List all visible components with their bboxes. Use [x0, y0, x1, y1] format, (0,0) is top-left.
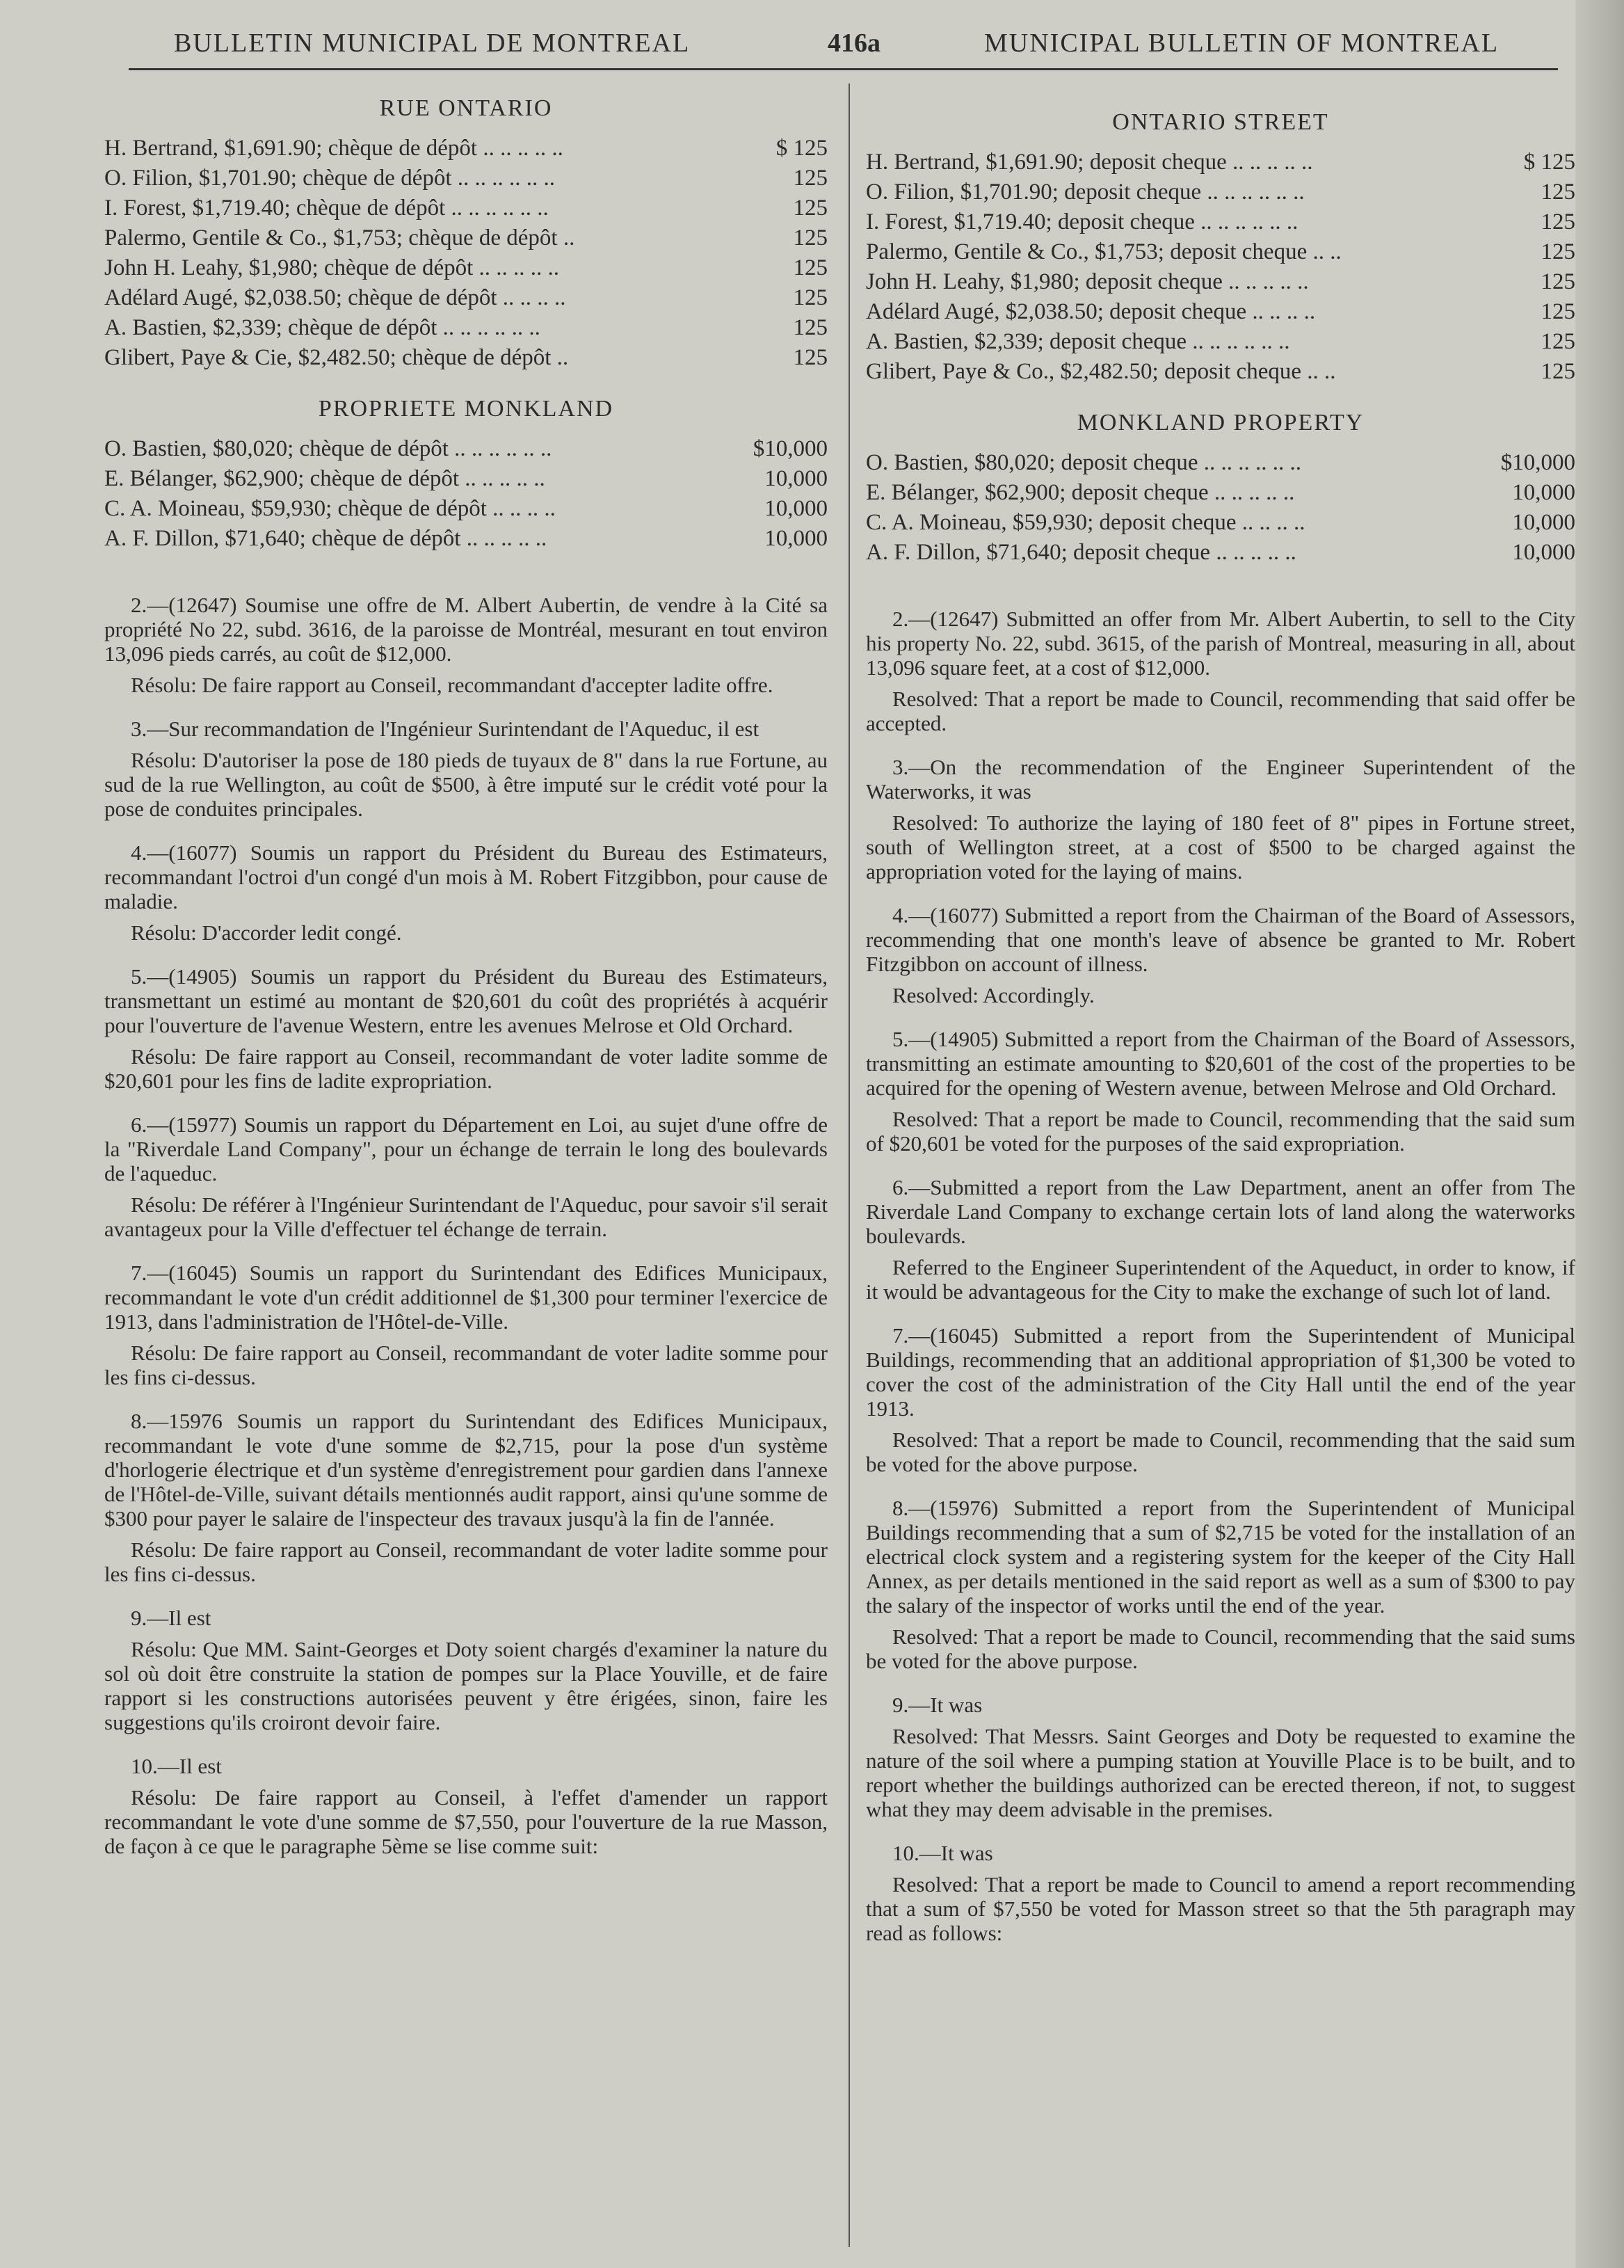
resolution: Resolved: To authorize the laying of 180 feet of 8" pipes in Fortune street, south of Wellington street, at a cost of $500 to be charged against the appropriation voted for the laying of mains.: [866, 810, 1575, 884]
resolution: Resolved: Accordingly.: [892, 983, 1095, 1007]
deposit-amount: 10,000: [764, 496, 828, 521]
minute-item: 7.—(16045) Submitted a report from the Superintendent of Municipal Buildings, recommending that an additional appropriation of $1,300 be voted to cover the cost of the administration of the City Hall until the end of the year 1913.: [866, 1323, 1575, 1421]
french-ontario-list: [104, 131, 828, 370]
deposit-name: A. F. Dillon, $71,640; deposit cheque .. .. .. .. ..: [866, 540, 1296, 565]
page-header: [0, 21, 1579, 70]
deposit-name: Palermo, Gentile & Co., $1,753; deposit cheque .. ..: [866, 239, 1342, 264]
resolution: Résolu: De faire rapport au Conseil, recommandant de voter ladite somme pour les fins ci-dessus.: [104, 1341, 828, 1389]
minute-item: 4.—(16077) Soumis un rapport du Président du Bureau des Estimateurs, recommandant l'octroi d'un congé d'un mois à M. Robert Fitzgibbon, pour cause de maladie.: [104, 840, 828, 913]
deposit-amount: 125: [793, 345, 828, 370]
deposit-row: [104, 280, 828, 310]
resolution: Résolu: D'accorder ledit congé.: [131, 920, 402, 945]
resolution: Résolu: Que MM. Saint-Georges et Doty soient chargés d'examiner la nature du sol où doit être construite la station de pompes sur la Place Youville, et de faire rapport si les constructions autorisées peuvent y être érigées, sinon, faire les suggestions qu'ils croiront devoir faire.: [104, 1637, 828, 1734]
deposit-name: C. A. Moineau, $59,930; deposit cheque .. .. .. ..: [866, 510, 1305, 535]
deposit-name: Adélard Augé, $2,038.50; chèque de dépôt .. .. .. ..: [104, 285, 566, 310]
deposit-amount: 10,000: [764, 526, 828, 551]
deposit-row: [104, 191, 828, 221]
deposit-amount: 125: [793, 285, 828, 310]
deposit-name: O. Bastien, $80,020; chèque de dépôt .. .. .. .. .. ..: [104, 436, 552, 461]
minute-item: 8.—15976 Soumis un rapport du Surintendant des Edifices Municipaux, recommandant le vote d'une somme de $2,715, pour la pose d'un système d'horlogerie électrique et d'un système d'enregistrement pour gardien dans l'annexe de l'Hôtel-de-Ville, suivant détails mentionnés audit rapport, ainsi qu'une somme de $300 pour payer le salaire de l'inspecteur des travaux jusqu'à la fin de l'année.: [104, 1409, 828, 1531]
deposit-amount: 125: [1541, 329, 1575, 354]
english-section2-title: MONKLAND PROPERTY: [1077, 410, 1365, 436]
deposit-name: C. A. Moineau, $59,930; chèque de dépôt .. .. .. ..: [104, 496, 556, 521]
deposit-name: E. Bélanger, $62,900; deposit cheque .. .. .. .. ..: [866, 480, 1295, 505]
deposit-name: A. Bastien, $2,339; deposit cheque .. .. .. .. .. ..: [866, 329, 1290, 354]
minute-item: 4.—(16077) Submitted a report from the Chairman of the Board of Assessors, recommending that one month's leave of absence be granted to Mr. Robert Fitzgibbon on account of illness.: [866, 903, 1575, 976]
deposit-row: [866, 205, 1575, 234]
deposit-name: Palermo, Gentile & Co., $1,753; chèque de dépôt ..: [104, 225, 575, 250]
header-right-title: MUNICIPAL BULLETIN OF MONTREAL: [984, 29, 1500, 58]
deposit-row: [104, 521, 828, 551]
minute-item: 8.—(15976) Submitted a report from the Superintendent of Municipal Buildings recommending that a sum of $2,715 be voted for the installation of an electrical clock system and a registering system for the keeper of the City Hall Annex, as per details mentioned in the said report as well as a sum of $300 to pay the salary of the inspector of works until the end of the year.: [866, 1496, 1575, 1618]
deposit-row: [104, 461, 828, 491]
deposit-row: [866, 445, 1575, 475]
deposit-row: [104, 221, 828, 250]
deposit-name: O. Bastien, $80,020; deposit cheque .. .. .. .. .. ..: [866, 450, 1302, 475]
deposit-name: H. Bertrand, $1,691.90; deposit cheque .. .. .. .. ..: [866, 150, 1313, 175]
deposit-name: John H. Leahy, $1,980; deposit cheque .. .. .. .. ..: [866, 269, 1309, 294]
resolution: Resolved: That a report be made to Council, recommending that the said sum of $20,601 be voted for the purposes of the said expropriation.: [866, 1107, 1575, 1156]
resolution: Resolved: That Messrs. Saint Georges and Doty be requested to examine the nature of the soil where a pumping station at Youville Place is to be built, and to report whether the buildings authorized can be erected thereon, if not, to suggest what they may deem advisable in the premises.: [866, 1724, 1575, 1821]
deposit-amount: 125: [1541, 179, 1575, 205]
resolution: Résolu: De faire rapport au Conseil, à l'effet d'amender un rapport recommandant le vote d'une somme de $7,550, pour l'ouverture de la rue Masson, de façon à ce que le paragraphe 5ème se lise comme suit:: [104, 1785, 828, 1858]
deposit-amount: 125: [1541, 239, 1575, 264]
header-left-title: BULLETIN MUNICIPAL DE MONTREAL: [174, 29, 691, 58]
deposit-amount: 10,000: [1512, 510, 1575, 535]
page-number: 416a: [828, 29, 881, 58]
header-rule: [129, 68, 1558, 70]
deposit-row: [104, 431, 828, 461]
minute-item: 10.—It was: [892, 1841, 993, 1865]
deposit-name: O. Filion, $1,701.90; chèque de dépôt .. .. .. .. .. ..: [104, 166, 556, 191]
english-section1-title: ONTARIO STREET: [1112, 109, 1329, 135]
deposit-name: I. Forest, $1,719.40; chèque de dépôt .. .. .. .. .. ..: [104, 195, 549, 221]
deposit-row: [866, 324, 1575, 354]
resolution: Résolu: De référer à l'Ingénieur Surintendant de l'Aqueduc, pour savoir s'il serait avantageux pour la Ville d'effectuer tel échange de terrain.: [104, 1192, 828, 1241]
deposit-amount: $ 125: [775, 136, 828, 161]
resolution: Résolu: De faire rapport au Conseil, recommandant d'accepter ladite offre.: [131, 673, 773, 697]
english-items: [866, 607, 1575, 1945]
deposit-row: [104, 131, 828, 161]
deposit-row: [866, 175, 1575, 205]
deposit-name: A. F. Dillon, $71,640; chèque de dépôt .. .. .. .. ..: [104, 526, 547, 551]
deposit-amount: 125: [793, 225, 828, 250]
french-section1-title: RUE ONTARIO: [379, 95, 553, 121]
deposit-row: [866, 234, 1575, 264]
english-column: [866, 103, 1575, 1965]
deposit-amount: 125: [793, 195, 828, 221]
deposit-amount: 125: [1541, 359, 1575, 384]
deposit-name: Glibert, Paye & Cie, $2,482.50; chèque de dépôt ..: [104, 345, 569, 370]
deposit-name: Adélard Augé, $2,038.50; deposit cheque .. .. .. ..: [866, 299, 1316, 324]
deposit-row: [104, 161, 828, 191]
resolution: Resolved: That a report be made to Council, recommending that said offer be accepted.: [866, 687, 1575, 735]
deposit-name: E. Bélanger, $62,900; chèque de dépôt .. .. .. .. ..: [104, 466, 545, 491]
resolution: Referred to the Engineer Superintendent of the Aqueduct, in order to know, if it would be advantageous for the City to make the exchange of such lot of land.: [866, 1255, 1575, 1304]
deposit-row: [104, 340, 828, 370]
minute-item: 7.—(16045) Soumis un rapport du Surintendant des Edifices Municipaux, recommandant le vote d'un crédit additionnel de $1,300 pour terminer l'exercice de 1913, dans l'administration de l'Hôtel-de-Ville.: [104, 1261, 828, 1334]
deposit-row: [866, 475, 1575, 505]
deposit-row: [104, 491, 828, 521]
deposit-row: [866, 264, 1575, 294]
deposit-row: [866, 505, 1575, 535]
deposit-row: [866, 535, 1575, 565]
deposit-amount: 10,000: [1512, 540, 1575, 565]
resolution: Résolu: De faire rapport au Conseil, recommandant de voter ladite somme de $20,601 pour les fins de ladite expropriation.: [104, 1044, 828, 1093]
page-edge: [1575, 0, 1624, 2268]
deposit-row: [866, 145, 1575, 175]
minute-item: 2.—(12647) Soumise une offre de M. Albert Aubertin, de vendre à la Cité sa propriété No 22, subd. 3616, de la paroisse de Montréal, mesurant en tout environ 13,096 pieds carrés, au coût de $12,000.: [104, 593, 828, 666]
minute-item: 6.—Submitted a report from the Law Department, anent an offer from The Riverdale Land Company to exchange certain lots of land along the waterworks boulevards.: [866, 1175, 1575, 1248]
deposit-amount: 10,000: [1512, 480, 1575, 505]
deposit-amount: $10,000: [1500, 450, 1575, 475]
minute-item: 9.—It was: [892, 1693, 983, 1717]
deposit-row: [866, 294, 1575, 324]
resolution: Resolved: That a report be made to Council, recommending that the said sum be voted for the above purpose.: [866, 1428, 1575, 1476]
deposit-amount: 125: [793, 255, 828, 280]
resolution: Résolu: D'autoriser la pose de 180 pieds de tuyaux de 8" dans la rue Fortune, au sud de la rue Wellington, au coût de $500, à être imputé sur le crédit voté pour la pose de conduites principales.: [104, 748, 828, 821]
deposit-amount: $ 125: [1523, 150, 1575, 175]
english-monkland-list: [866, 445, 1575, 565]
deposit-row: [866, 354, 1575, 384]
french-column: [104, 89, 828, 1878]
resolution: Résolu: De faire rapport au Conseil, recommandant de voter ladite somme pour les fins ci-dessus.: [104, 1538, 828, 1586]
deposit-row: [104, 250, 828, 280]
minute-item: 5.—(14905) Submitted a report from the Chairman of the Board of Assessors, transmitting an estimate amounting to $20,601 of the cost of the properties to be acquired for the opening of Western avenue, between Melrose and Old Orchard.: [866, 1027, 1575, 1100]
deposit-amount: 125: [1541, 299, 1575, 324]
deposit-name: John H. Leahy, $1,980; chèque de dépôt .. .. .. .. ..: [104, 255, 560, 280]
french-section2-title: PROPRIETE MONKLAND: [318, 396, 614, 422]
deposit-amount: 125: [793, 166, 828, 191]
deposit-amount: 125: [793, 315, 828, 340]
deposit-name: O. Filion, $1,701.90; deposit cheque .. .. .. .. .. ..: [866, 179, 1305, 205]
minute-item: 5.—(14905) Soumis un rapport du Président du Bureau des Estimateurs, transmettant un estimé au montant de $20,601 du coût des propriétés à acquérir pour l'ouverture de l'avenue Western, entre les avenues Melrose et Old Orchard.: [104, 964, 828, 1037]
resolution: Resolved: That a report be made to Council to amend a report recommending that a sum of $7,550 be voted for Masson street so that the 5th paragraph may read as follows:: [866, 1872, 1575, 1945]
english-ontario-list: [866, 145, 1575, 384]
french-monkland-list: [104, 431, 828, 551]
deposit-row: [104, 310, 828, 340]
deposit-name: A. Bastien, $2,339; chèque de dépôt .. .. .. .. .. ..: [104, 315, 540, 340]
deposit-amount: 10,000: [764, 466, 828, 491]
deposit-amount: $10,000: [753, 436, 828, 461]
deposit-name: Glibert, Paye & Co., $2,482.50; deposit cheque .. ..: [866, 359, 1336, 384]
french-items: [104, 593, 828, 1858]
minute-item: 10.—Il est: [131, 1754, 222, 1778]
deposit-name: H. Bertrand, $1,691.90; chèque de dépôt .. .. .. .. ..: [104, 136, 563, 161]
resolution: Resolved: That a report be made to Council, recommending that the said sums be voted for the above purpose.: [866, 1624, 1575, 1673]
deposit-name: I. Forest, $1,719.40; deposit cheque .. .. .. .. .. ..: [866, 209, 1299, 234]
minute-item: 9.—Il est: [131, 1606, 211, 1630]
minute-item: 6.—(15977) Soumis un rapport du Département en Loi, au sujet d'une offre de la "Riverdale Land Company", pour un échange de terrain le long des boulevards de l'aqueduc.: [104, 1112, 828, 1185]
column-divider: [849, 83, 850, 2247]
minute-item: 2.—(12647) Submitted an offer from Mr. Albert Aubertin, to sell to the City his property No. 22, subd. 3615, of the parish of Montreal, measuring in all, about 13,096 square feet, at a cost of $12,000.: [866, 607, 1575, 680]
minute-item: 3.—On the recommendation of the Engineer Superintendent of the Waterworks, it was: [866, 755, 1575, 804]
deposit-amount: 125: [1541, 269, 1575, 294]
deposit-amount: 125: [1541, 209, 1575, 234]
minute-item: 3.—Sur recommandation de l'Ingénieur Surintendant de l'Aqueduc, il est: [131, 717, 759, 741]
